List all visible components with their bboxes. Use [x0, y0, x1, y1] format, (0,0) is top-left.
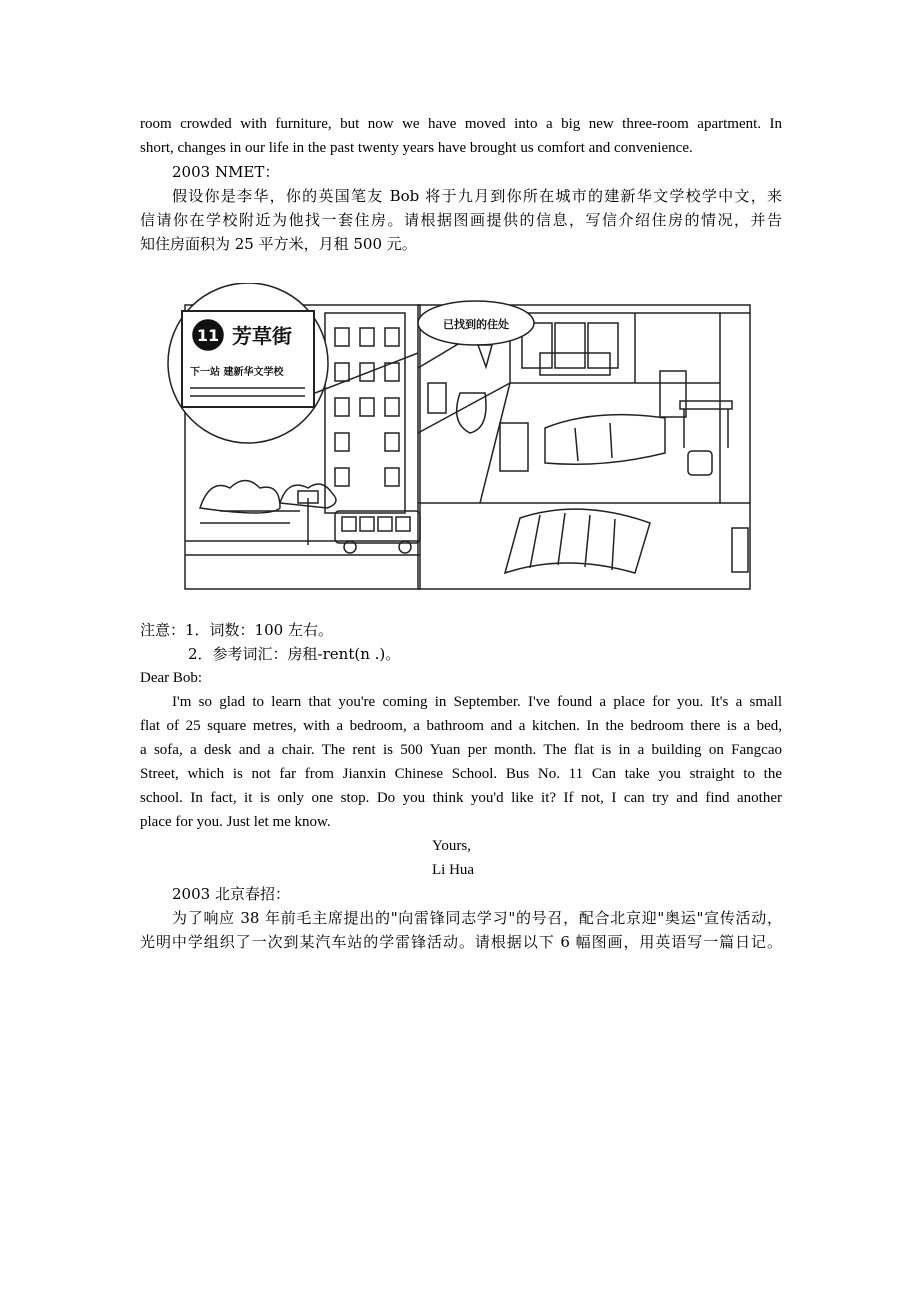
beijing-line1: 为了响应 38 年前毛主席提出的"向雷锋同志学习"的号召，配合北京迎"奥运"宣传活动， [172, 909, 782, 927]
letter-greeting: Dear Bob: [140, 670, 203, 686]
callout-bubble-text: 已找到的住处 [443, 318, 509, 331]
letter-body-line: I'm so glad to learn that you're coming in September. I've found a place for you. It's a small [172, 694, 782, 710]
notes-line2: 2．参考词汇：房租-rent(n .)。 [188, 645, 401, 663]
letter-body-line: school. In fact, it is only one stop. Do you think you'd like it? If not, I can try and find another [140, 790, 782, 806]
sign-next-stop: 下一站 建新华文学校 [190, 367, 284, 378]
letter-closing: Yours, [432, 838, 471, 854]
beijing-heading: 2003 北京春招： [172, 885, 290, 903]
sign-number: 11 [196, 326, 220, 345]
sign-street-name: 芳草街 [232, 324, 292, 348]
beijing-line2: 光明中学组织了一次到某汽车站的学雷锋活动。请根据以下 6 幅图画，用英语写一篇日记。 [140, 933, 782, 951]
letter-body-line: a sofa, a desk and a chair. The rent is 500 Yuan per month. The flat is in a building on Fangcao [140, 742, 782, 758]
para1-line2: short, changes in our life in the past twenty years have brought us comfort and convenience. [140, 140, 693, 156]
nmet-prompt-line1: 假设你是李华，你的英国笔友 Bob 将于九月到你所在城市的建新华文学校学中文，来 [172, 187, 782, 205]
letter-body-line: Street, which is not far from Jianxin Chinese School. Bus No. 11 Can take you straight to the [140, 766, 782, 782]
para1-line1: room crowded with furniture, but now we have moved into a big new three-room apartment. In [140, 116, 782, 132]
nmet-prompt-line3: 知住房面积为 25 平方米，月租 500 元。 [140, 235, 417, 253]
apartment-illustration [160, 283, 752, 593]
notes-line1: 注意：1．词数：100 左右。 [140, 621, 333, 639]
letter-signature: Li Hua [432, 862, 475, 878]
letter-body-line: place for you. Just let me know. [140, 814, 331, 830]
nmet-heading: 2003 NMET： [172, 163, 280, 181]
nmet-prompt-line2: 信请你在学校附近为他找一套住房。请根据图画提供的信息，写信介绍住房的情况，并告 [140, 211, 782, 229]
letter-body-line: flat of 25 square metres, with a bedroom, a bathroom and a kitchen. In the bedroom there is a bed, [140, 718, 782, 734]
